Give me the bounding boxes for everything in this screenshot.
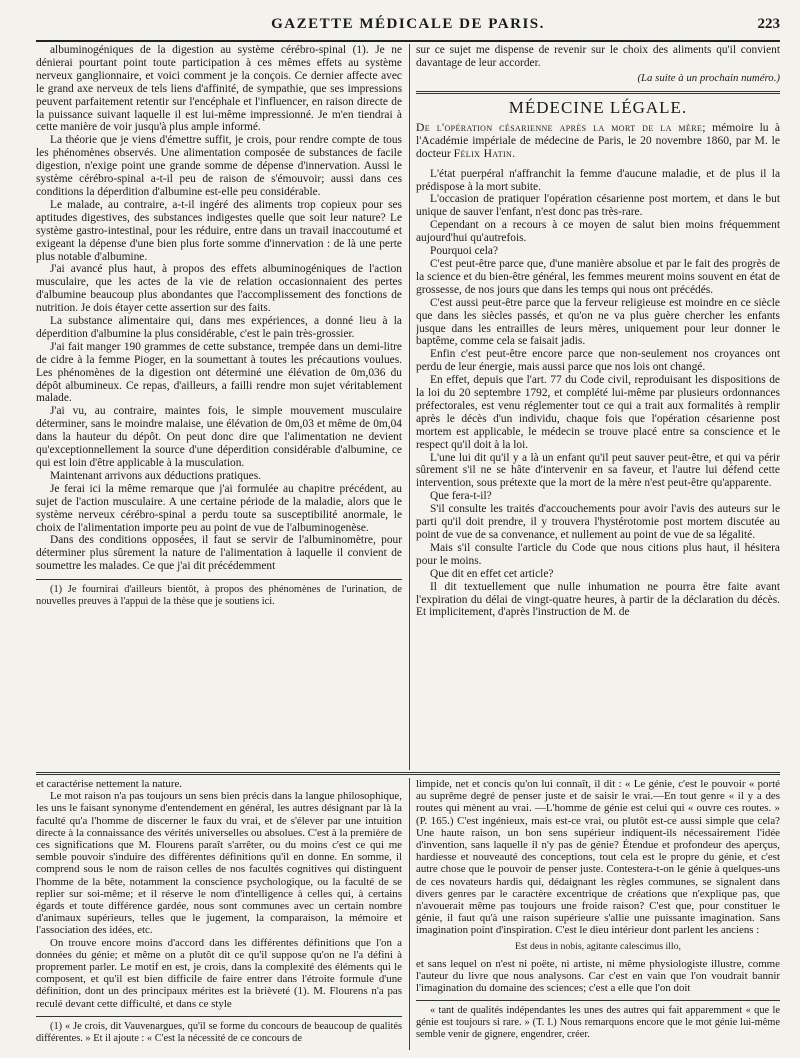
bottom-right-paragraph: limpide, net et concis qu'on lui connaît, il dit : « Le génie, c'est le pouvoir « porté au suprême degré de penser juste et de saisir le vrai.—En tout genre « il y a des routes qui mènent au vrai. —L'homme de génie est celui qui « ouvre ces routes. » (P. 165.) C'est ingénieux, mais est-ce vrai, ou plutôt est-ce aussi simple que cela? Une haute raison, un bon sens supérieur indiquent-ils nécessairement l'idée d'invention, sans laquelle il n'y pas de génie? Étendue et profondeur des aperçus, hardiesse et nouveauté des conceptions, tout cela est le propre du génie, et c'est autre chose que le pouvoir de penser juste. Contestera-t-on le génie à quelques-uns de ces novateurs hardis qui, dédaignant les règles communes, se signalent dans divers genres par le caractère excentrique de créations que n'explique pas, que n'avouerait même pas toujours une froide raison? C'est que, pour constituer le génie, il faut qu'à une raison supérieure s'allie une puissante imagination. Sans imagination point d'inspiration. C'est le dieu intérieur dont parlent les anciens : [416, 778, 780, 937]
footnote-rule [36, 1016, 402, 1017]
right-paragraph: S'il consulte les traités d'accouchements pour avoir l'avis des auteurs sur le parti qu'il doit prendre, il y trouvera l'hystérotomie post mortem discutée au point de vue de sa convenance, et nullement au point de vue de sa légalité. [416, 503, 780, 541]
bottom-left-paragraph: et caractérise nettement la nature. [36, 778, 183, 790]
right-paragraph: En effet, depuis que l'art. 77 du Code civil, reproduisant les dispositions de la loi du 20 septembre 1792, et complété lui-même par plusieurs ordonnances préfectorales, est venu réglementer tout ce qui a trait aux formalités à remplir après le décès d'un individu, chaque fois que l'opération césarienne post mortem est applicable, le médecin se trouve placé entre sa conscience et le respect qu'il doit à la loi. [416, 374, 780, 451]
newspaper-page [36, 14, 780, 1050]
column-divider [409, 778, 410, 1050]
footnote-rule [416, 1000, 780, 1001]
right-paragraph: L'une lui dit qu'il y a là un enfant qu'il peut sauver peut-être, et qui va périr sûrement s'il ne se hâte d'intervenir en sa faveur, et l'autre lui défend cette intervention, sous prétexte que la mort de la mère n'est peut-être qu'apparente. [416, 451, 780, 490]
page-header [36, 14, 780, 42]
column-divider [409, 44, 410, 770]
left-paragraph: albuminogéniques de la digestion au système cérébro-spinal (1). Je ne dénierai pourtant point toute participation à ces mêmes effets au système nerveux ganglionnaire, et voici comment je la conçois. Ce dernier affecte avec le grand axe nerveux de tels liens d'affinité, de sympathie, que ses impressions peuvent parfaitement retentir sur l'encéphale et l'influencer, en raison directe de la puissance suivant laquelle il est lui-même impressionné. Je m'en tiendrai à cette manière de voir jusqu'à plus ample informé. [36, 44, 402, 134]
left-paragraph: Le malade, au contraire, a-t-il ingéré des aliments trop copieux pour ses aptitudes digestives, des substances indigestes quelle que soit leur nature? Le système gastro-intestinal, pour les réduire, entre dans un travail inaccoutumé et exigeant la dépense d'une bien plus forte somme d'innervation : de là une perte plus notable d'albumine. [36, 198, 402, 263]
right-paragraph: C'est aussi peut-être parce que la ferveur religieuse est moindre en ce siècle que dans les siècles passés, et qu'on ne va plus guère chercher les enfants jusque dans les entrailles de leurs mères, uniquement pour leur donner le baptême, comme cela se faisait jadis. [416, 296, 780, 348]
article-title [416, 121, 780, 160]
continuation-note: (La suite à un prochain numéro.) [637, 71, 780, 84]
bottom-section [36, 778, 780, 1050]
footnote-rule [36, 579, 402, 580]
right-paragraph: L'état puerpéral n'affranchit la femme d'aucune maladie, et de plus il la prédispose à la mort subite. [416, 167, 780, 193]
left-column [36, 44, 402, 770]
right-intro: sur ce sujet me dispense de revenir sur le choix des aliments qu'il convient davantage de leur accorder. [416, 44, 780, 69]
left-paragraph: J'ai fait manger 190 grammes de cette substance, trempée dans un demi-litre de cidre à la femme Pioger, en la soumettant à toutes les précautions voulues. Les phénomènes de la digestion ont déterminé une élévation de 0m,036 du dépôt albumineux. Ce repas, d'ailleurs, a failli rendre mon sujet véritablement malade. [36, 340, 402, 405]
feuilleton-separator [36, 772, 780, 775]
left-paragraph: La substance alimentaire qui, dans mes expériences, a donné lieu à la déperdition d'albumine la plus considérable, c'est le pain très-grossier. [36, 315, 402, 340]
bottom-right-footnote: « tant de qualités indépendantes les unes des autres qui fait apparemment « que le génie est toujours si rare. » (T. I.) Nous remarquons encore que le mot génie lui-même semble venir de gignere, engendrer, créer. [416, 1005, 780, 1041]
left-paragraph: Je ferai ici la même remarque que j'ai formulée au chapitre précédent, au sujet de l'action musculaire. A une certaine période de la maladie, alors que le système nerveux cérébro-spinal a perdu toute sa susceptibilité anormale, le choix de l'alimentation importe peu au point de vue de l'albuminogenèse. [36, 482, 402, 534]
right-paragraph: Enfin c'est peut-être encore parce que non-seulement nos croyances ont perdu de leur énergie, mais aussi parce que nos lois ont changé. [416, 348, 780, 374]
article-title-caps: De l'opération césarienne après la mort de la mère; [416, 120, 706, 134]
left-paragraph: La théorie que je viens d'émettre suffit, je crois, pour rendre compte de tous les phénomènes observés. Une alimentation composée de substances de facile digestion, n'exige point une grande somme de dépense d'innervation. Aussi le système cérébro-spinal a-t-il peu de raison de s'émouvoir; aussi dans ces conditions la déperdition d'albumine est-elle peu considérable. [36, 134, 402, 198]
bottom-right-paragraph: et sans lequel on n'est ni poëte, ni artiste, ni même physiologiste illustre, comme l'auteur du livre que nous analysons. Car c'est en vain que l'on voudrait bannir l'imagination du domaine des sciences; c'est a elle que l'on doit [416, 957, 780, 995]
right-paragraph: L'occasion de pratiquer l'opération césarienne post mortem, et dans le but unique de sauver l'enfant, n'est donc pas très-rare. [416, 193, 780, 219]
right-paragraph: Que fera-t-il? [430, 490, 492, 503]
left-paragraph: J'ai avancé plus haut, à propos des effets albuminogéniques de l'action musculaire, que les actes de la vie de relation occasionnaient des pertes d'albumine beaucoup plus abondantes que l'accomplissement des fonctions de nutrition. Je dois étayer cette assertion sur des faits. [36, 263, 402, 315]
bottom-left-paragraph: Le mot raison n'a pas toujours un sens bien précis dans la langue philosophique, les uns le faisant synonyme d'entendement en général, les autres désignant par là la faculté qu'a l'homme de discerner le faux du vrai, et de s'élever par une intuition directe à la connaissance des vérités universelles ou absolues. C'est à la première de ces significations que M. Flourens paraît s'arrêter, ou du moins c'est ce qui me semble pouvoir s'induire des différentes définitions qu'il en donne. En somme, il comprend sous le nom de raison celles de nos facultés cognitives qui distinguent l'homme de la bête, notamment la conscience psychologique, ou la faculté de se replier sur soi-même; et il réserve le nom d'intelligence à celles qui, à certains égards et toute différence gardée, nous sont communes avec un certain nombre d'animaux supérieurs, telles que le jugement, la comparaison, la mémoire et l'association des idées, etc. [36, 790, 402, 937]
right-column [416, 44, 780, 770]
section-rule [416, 91, 780, 94]
page-number: 223 [757, 16, 780, 32]
left-paragraph: J'ai vu, au contraire, maintes fois, le simple mouvement musculaire déterminer, sans le moindre malaise, une élévation de 0m,03 et même de 0m,04 dans la hauteur du dépôt. On peut donc dire que l'alimentation ne devient qu'exceptionnellement la source d'une déperdition considérable d'albumine, ce qui est loin d'être applicable à la musculation. [36, 405, 402, 469]
left-footnote: (1) Je fournirai d'ailleurs bientôt, à propos des phénomènes de l'urination, de nouvelles preuves à l'appui de la thèse que je soutiens ici. [36, 584, 402, 608]
bottom-right-column [416, 778, 780, 1050]
right-paragraph: Que dit en effet cet article? [430, 567, 554, 580]
bottom-left-footnote: (1) « Je crois, dit Vauvenargues, qu'il se forme du concours de beaucoup de qualités différentes. » Et il ajoute : « C'est la nécessité de ce concours de [36, 1020, 402, 1044]
right-paragraph: Il dit textuellement que nulle inhumation ne pourra être faite avant l'expiration du délai de vingt-quatre heures, à partir de la déclaration du décès. Et implicitement, d'après l'instruction de M. de [416, 580, 780, 619]
bottom-left-paragraph: On trouve encore moins d'accord dans les différentes définitions que l'on a données du génie; et même on a plutôt dit ce qu'il suppose qu'on ne l'a défini à proprement parler. Le motif en est, je crois, dans la complexité des éléments qui le composent, et qu'il est bien difficile de faire entrer dans l'étroite formule d'une définition, dont un des principaux mérites est la brièveté (1). M. Flourens n'a pas reculé devant cette difficulté, et dans ce style [36, 936, 402, 1010]
bottom-left-column [36, 778, 402, 1050]
journal-title: GAZETTE MÉDICALE DE PARIS. [271, 16, 545, 32]
article-author: Félix Hatin. [453, 146, 516, 160]
right-paragraph: Pourquoi cela? [430, 245, 499, 258]
left-paragraph: Dans des conditions opposées, il faut se servir de l'albuminomètre, pour déterminer plus sûrement la nature de l'alimentation à laquelle il convient de soumettre les malades. Ce que j'ai dit précédemment [36, 534, 402, 573]
right-paragraph: Mais s'il consulte l'article du Code que nous citions plus haut, il hésitera pour le moins. [416, 541, 780, 567]
latin-quote: Est deus in nobis, agitante calescimus illo, [515, 940, 681, 952]
section-title: MÉDECINE LÉGALE. [508, 97, 688, 117]
article-title-rest: mémoire lu à l'Académie impériale de médecine de Paris, le 20 novembre 1860, par M. le docteur [416, 120, 780, 160]
left-paragraph: Maintenant arrivons aux déductions pratiques. [50, 469, 261, 482]
right-paragraph: C'est peut-être parce que, d'une manière absolue et par le fait des progrès de la science et du bien-être général, les femmes meurent moins souvent en état de grossesse, de nos jours que dans les temps qui nous ont précédés. [416, 257, 780, 296]
top-section [36, 44, 780, 770]
right-paragraph: Cependant on a recours à ce moyen de salut bien moins fréquemment aujourd'hui qu'autrefois. [416, 219, 780, 245]
